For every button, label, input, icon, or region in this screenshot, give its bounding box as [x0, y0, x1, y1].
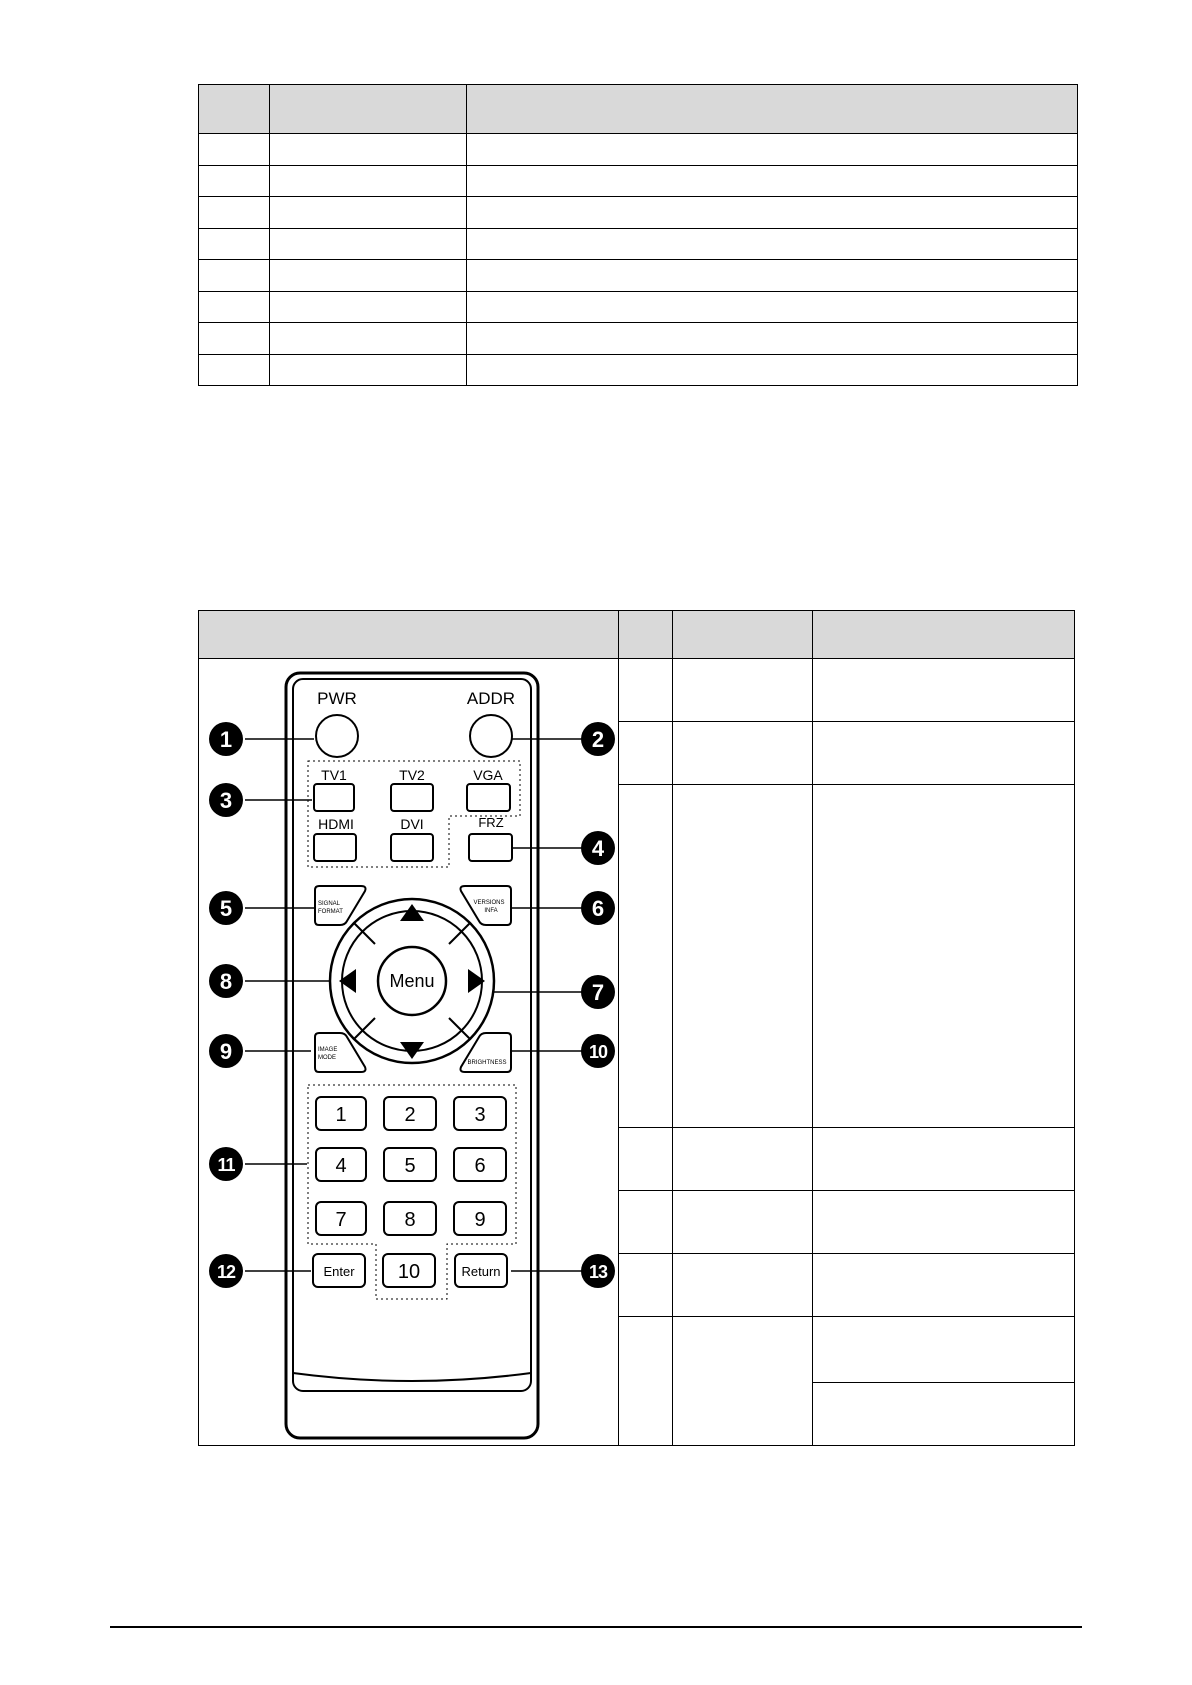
table-cell	[619, 1191, 673, 1254]
remote-key-table-header	[199, 611, 1075, 659]
remote-control-diagram	[199, 659, 617, 1445]
table-cell	[673, 785, 813, 1128]
table-cell	[673, 1317, 813, 1446]
table-cell	[813, 659, 1075, 722]
header-cell	[813, 611, 1075, 659]
enter-label: Enter	[323, 1264, 355, 1279]
table-cell	[673, 1191, 813, 1254]
table-row	[199, 134, 1078, 166]
vga-label: VGA	[473, 767, 503, 783]
spec-table	[198, 84, 1078, 386]
table-row	[199, 659, 1075, 722]
table-row	[199, 197, 1078, 229]
table-cell	[813, 1128, 1075, 1191]
table-cell	[619, 659, 673, 722]
callout-12-number: 12	[216, 1262, 236, 1282]
frz-label: FRZ	[478, 815, 504, 830]
table-row	[199, 260, 1078, 292]
callout-1-number: 1	[219, 727, 233, 752]
table-cell	[619, 1128, 673, 1191]
header-cell	[199, 611, 619, 659]
tv1-label: TV1	[321, 767, 347, 783]
remote-image-cell	[199, 659, 619, 1446]
num-10-label: 10	[397, 1261, 421, 1283]
callout-3-number: 3	[219, 788, 233, 813]
table-cell	[673, 659, 813, 722]
callout-6-number: 6	[591, 896, 605, 921]
tv2-button[interactable]	[391, 784, 433, 811]
footer-rule	[110, 1626, 1082, 1628]
dvi-button[interactable]	[391, 834, 433, 861]
image-mode-label-line2: MODE	[318, 1055, 336, 1061]
num-3-label: 3	[474, 1104, 486, 1126]
versions-info-label-line1: VERSIONS	[473, 900, 505, 906]
table-cell	[619, 1254, 673, 1317]
table-cell	[813, 1191, 1075, 1254]
hdmi-label: HDMI	[318, 816, 354, 832]
header-cell	[673, 611, 813, 659]
spec-table-header	[199, 85, 1078, 134]
callout-7-number: 7	[591, 980, 605, 1005]
callout-5-number: 5	[219, 896, 233, 921]
callout-8-number: 8	[219, 969, 233, 994]
table-row	[199, 323, 1078, 355]
callout-4-number: 4	[591, 836, 605, 861]
versions-info-label-line2: INFA	[484, 908, 498, 914]
frz-button[interactable]	[469, 834, 512, 861]
table-row	[199, 165, 1078, 197]
num-8-label: 8	[404, 1209, 416, 1231]
table-cell	[619, 785, 673, 1128]
table-cell	[619, 722, 673, 785]
signal-format-label-line2: FORMAT	[318, 909, 343, 915]
callout-10-number: 10	[588, 1042, 608, 1062]
return-label: Return	[461, 1264, 501, 1279]
num-7-label: 7	[335, 1209, 347, 1231]
header-cell	[467, 85, 1078, 134]
remote-key-table	[198, 610, 1075, 1446]
dvi-label: DVI	[400, 816, 424, 832]
table-cell	[673, 722, 813, 785]
table-row	[199, 291, 1078, 323]
power-button[interactable]	[316, 715, 358, 757]
tv1-button[interactable]	[314, 784, 354, 811]
header-cell	[619, 611, 673, 659]
callout-11-number: 11	[217, 1155, 235, 1175]
remote-bottom-curve	[293, 1373, 531, 1381]
tv2-label: TV2	[399, 767, 425, 783]
table-cell	[813, 1254, 1075, 1317]
table-cell	[619, 1317, 673, 1446]
header-cell	[270, 85, 467, 134]
hdmi-button[interactable]	[314, 834, 356, 861]
table-cell	[813, 722, 1075, 785]
addr-button[interactable]	[470, 715, 512, 757]
table-cell	[813, 1383, 1075, 1446]
addr-label: ADDR	[466, 689, 516, 708]
num-5-label: 5	[404, 1155, 416, 1177]
num-2-label: 2	[404, 1104, 416, 1126]
num-6-label: 6	[474, 1155, 486, 1177]
image-mode-label-line1: IMAGE	[318, 1047, 338, 1053]
num-1-label: 1	[335, 1104, 347, 1126]
callout-13-number: 13	[588, 1262, 608, 1282]
signal-format-label-line1: SIGNAL	[318, 901, 341, 907]
vga-button[interactable]	[467, 784, 510, 811]
brightness-label: BRIGHTNESS	[467, 1060, 507, 1066]
table-row	[199, 354, 1078, 386]
table-cell	[673, 1254, 813, 1317]
header-cell	[199, 85, 270, 134]
callout-9-number: 9	[219, 1039, 233, 1064]
table-cell	[813, 785, 1075, 1128]
table-cell	[813, 1317, 1075, 1383]
table-cell	[673, 1128, 813, 1191]
pwr-label: PWR	[317, 689, 357, 708]
menu-label: Menu	[389, 971, 435, 991]
num-4-label: 4	[335, 1155, 347, 1177]
num-9-label: 9	[474, 1209, 486, 1231]
callout-2-number: 2	[591, 727, 605, 752]
table-row	[199, 228, 1078, 260]
